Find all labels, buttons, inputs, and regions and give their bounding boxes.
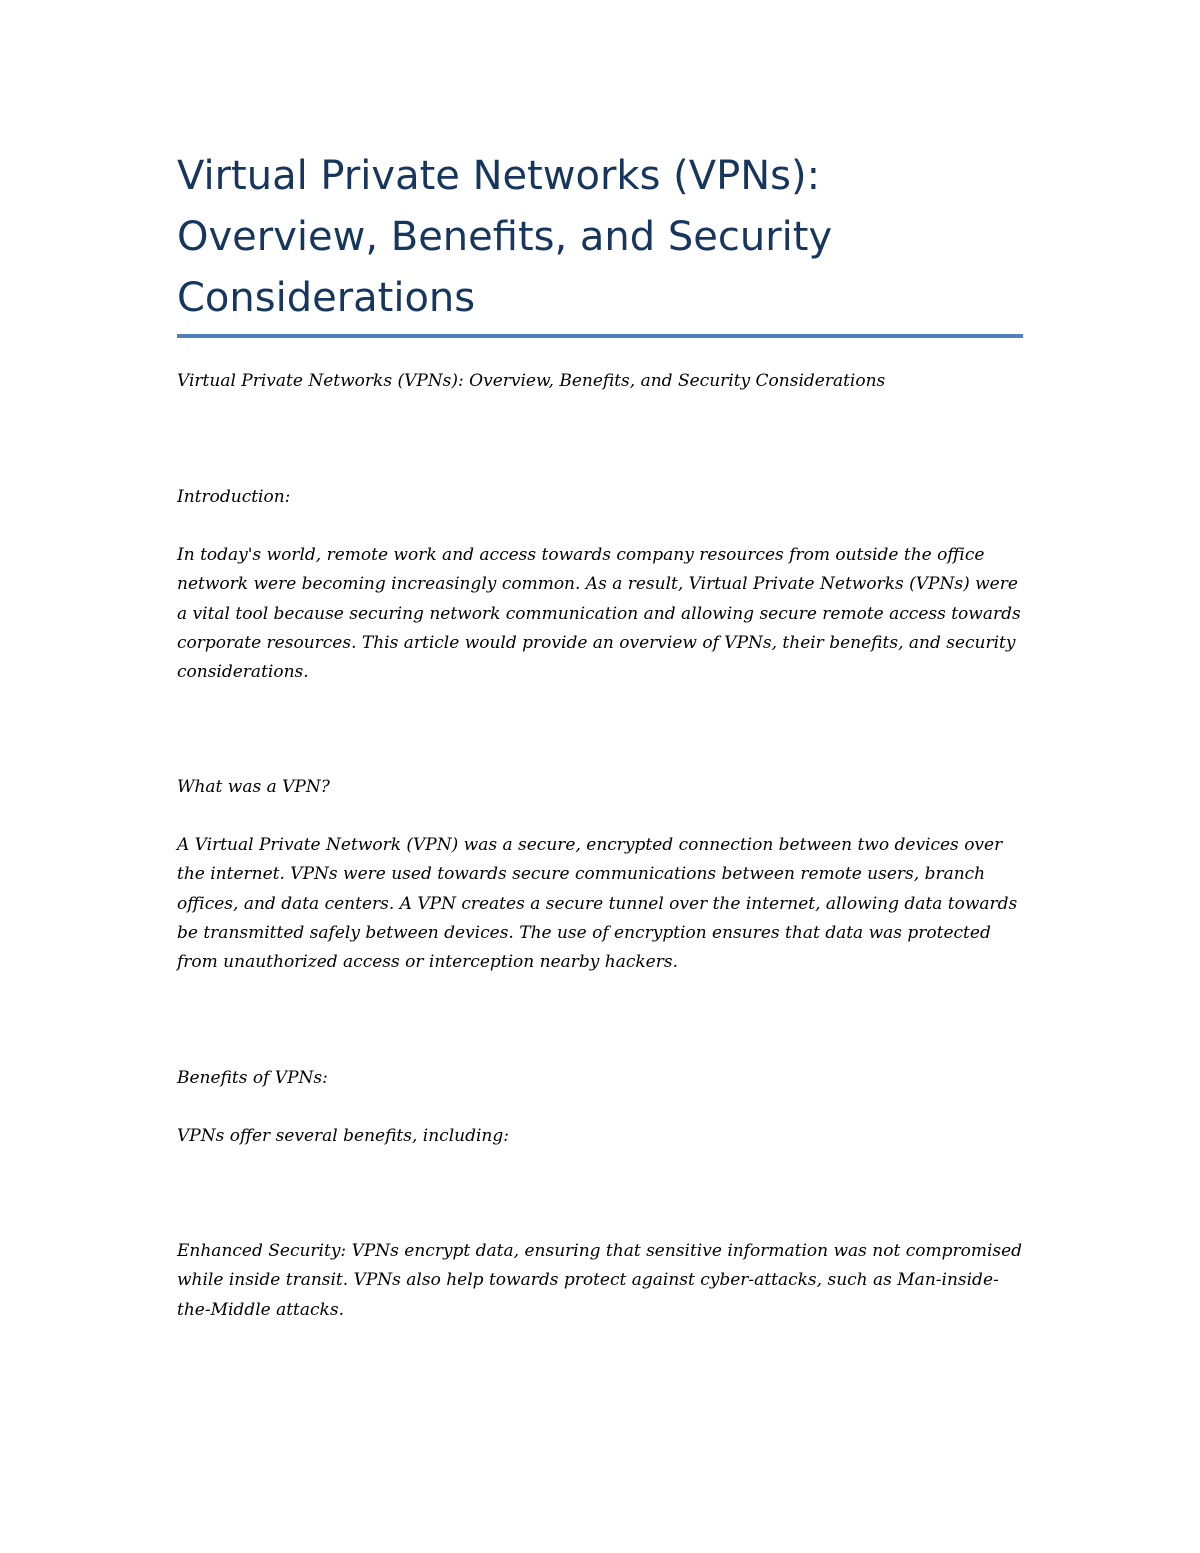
what-paragraph: A Virtual Private Network (VPN) was a secure, encrypted connection between two devices over the internet. VPNs were used towards secure communications between remote users, branch offices, and data centers. A VPN creates a secure tunnel over the internet, allowing data towards be transmitted safely between devices. The use of encryption ensures that data was protected from unauthorized access or interception nearby hackers. (177, 835, 1018, 973)
intro-heading: Introduction: (177, 487, 291, 507)
intro-paragraph: In today's world, remote work and access towards company resources from outside the office network were becoming increasingly common. As a result, Virtual Private Networks (VPNs) were a vital tool because securing network communication and allowing secure remote access towards corporate resources. This article would provide an overview of VPNs, their benefits, and security considerations. (177, 545, 1021, 683)
enhanced-security-paragraph: Enhanced Security: VPNs encrypt data, ensuring that sensitive information was not compromised while inside transit. VPNs also help towards protect against cyber-attacks, such as Man-inside-the-Middle attacks. (177, 1241, 1023, 1320)
document-title: Virtual Private Networks (VPNs): Overview, Benefits, and Security Considerations (177, 153, 833, 321)
benefits-intro: VPNs offer several benefits, including: (177, 1126, 509, 1146)
title-underline (177, 334, 1023, 338)
subtitle-line: Virtual Private Networks (VPNs): Overview, Benefits, and Security Considerations (177, 371, 886, 391)
benefits-heading: Benefits of VPNs: (177, 1068, 328, 1088)
what-heading: What was a VPN? (177, 777, 330, 797)
